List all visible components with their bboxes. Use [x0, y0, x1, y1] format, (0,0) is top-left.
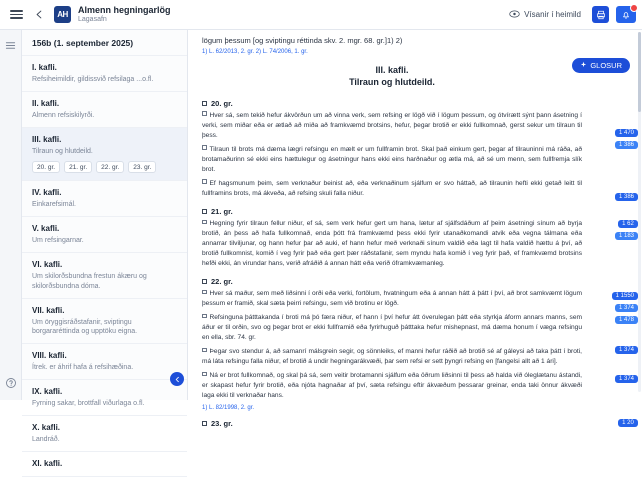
- sidebar-item-subtitle: Einkarefsimál.: [32, 201, 76, 209]
- sidebar-item-kafli-4[interactable]: [22, 181, 187, 217]
- article-22-paragraph-4: [202, 371, 582, 401]
- article-20-heading-text: 20. gr.: [211, 98, 233, 108]
- article-20-paragraph-2-text: Tilraun til brots má dæma lægri refsingu en mælt er um fullframin brot. Skal það einkum gert, þegar af tilrauninni má ráða, að brotamaðurinn sé ekki eins hættulegur og ásetningur hans ekki eins harðnaður og ætla má, að sé um menn, sem fullfremja slík brot.: [202, 145, 582, 173]
- sidebar-item-kafli-7[interactable]: [22, 299, 187, 344]
- sidebar: [22, 30, 188, 469]
- chapter-heading: [202, 65, 582, 87]
- article-22-paragraph-3-text: Þegar svo stendur á, að samanrí málsgrein segir, og sönnleiks, ef manni hefur ráðið að brotið sé af gáleysi að taka þátt í broti, má láta refsingu falla niður, ef brotið á undir hegningarákvæði, þar sem refsi er sett þyngri refsing en [fangelsi allt að 1 ári].: [202, 348, 582, 366]
- sidebar-item-title: I. kafli.: [32, 63, 57, 72]
- paragraph-mark-icon: [202, 179, 207, 184]
- article-22-paragraph-1-text: Hver sá maður, sem með liðsinni í orði eða verki, fortölum, hvatningum eða á annan hátt á þátt í því, að brot samkvæmt lögum þessum er framið, skal sæta þeirri refsingu, sem við brotinu er lögð.: [202, 290, 582, 308]
- article-20-paragraph-1: [202, 111, 582, 141]
- sidebar-item-kafli-1[interactable]: [22, 56, 187, 92]
- article-22-heading-text: 22. gr.: [211, 277, 233, 287]
- top-bar-left: [0, 6, 171, 23]
- references-toggle-label: Vísanir í heimild: [524, 10, 581, 19]
- sparkle-icon: [580, 61, 587, 70]
- sidebar-item-title: III. kafli.: [32, 135, 62, 145]
- sidebar-item-subtitle: Ítrek. er áhrif hafa á refsihæðina.: [32, 363, 134, 371]
- bullet-square-icon: [202, 279, 207, 284]
- sidebar-item-kafli-3[interactable]: [22, 128, 187, 181]
- app-logo: AH: [54, 6, 71, 23]
- sidebar-version-label: 156b (1. september 2025): [22, 30, 187, 56]
- sidebar-item-title: X. kafli.: [32, 423, 61, 433]
- article-21-heading: [202, 207, 582, 216]
- references-toggle[interactable]: [505, 8, 585, 22]
- article-23-heading-text: 23. gr.: [211, 419, 233, 429]
- chip-article-22[interactable]: 22. gr.: [96, 161, 124, 173]
- paragraph-mark-icon: [202, 145, 207, 150]
- article-21-paragraph-1: [202, 219, 582, 269]
- article-20-paragraph-2: [202, 145, 582, 175]
- badge-article-21-b[interactable]: 1 183: [615, 232, 638, 240]
- article-23: [202, 419, 582, 428]
- sidebar-item-subtitle: Fyrning sakar, brottfall viðurlaga o.fl.: [32, 399, 145, 407]
- sidebar-item-title: VI. kafli.: [32, 260, 63, 270]
- sidebar-item-title: IV. kafli.: [32, 188, 62, 198]
- article-22-paragraph-2: [202, 313, 582, 343]
- article-22-paragraph-4-text: Ná er brot fullkomnað, og skal þá sá, sem veitir brotamanni sjálfum eða öðrum liðsinni til þess að halda við óleglætanu ástandi, er skapast hefur fyrir brotið, eða njóta hagnaðar af því, sæta refsingu eftir ákvæðum þessarar greinar, enda taki önnur ákvæði laga ekki til verknaðar hans.: [202, 372, 582, 400]
- sidebar-item-subtitle: Refsiheimildir, gildissvið refsilaga ...o.fl.: [32, 76, 154, 83]
- page-title: [78, 6, 171, 23]
- badge-article-21-a[interactable]: 1 62: [618, 220, 638, 228]
- badge-article-23-a[interactable]: 1 20: [618, 419, 638, 427]
- sidebar-item-kafli-8[interactable]: [22, 344, 187, 380]
- bullet-square-icon: [202, 101, 207, 106]
- article-20-paragraph-1-text: Hver sá, sem tekið hefur ákvörðun um að vinna verk, sem refsing er lögð við í lögum þessum, og ótvírætt sýnt þann ásetning í verki, sem miðar eða er ætlað að miða að framkvæmd brotsins, hefur, þegar brotið er ekki fullkomnað, gerst sekur um tilraun til þess.: [202, 111, 582, 139]
- hamburger-icon[interactable]: [8, 7, 24, 23]
- sidebar-item-title: VII. kafli.: [32, 305, 65, 315]
- page-subtitle-text: Lagasafn: [78, 15, 107, 23]
- sidebar-item-subtitle: Almenn refsiskilyrði.: [32, 112, 95, 120]
- sidebar-item-title: XI. kafli.: [32, 459, 63, 469]
- bullet-square-icon: [202, 209, 207, 214]
- table-of-contents: [22, 56, 187, 477]
- article-21-paragraph-1-text: Hegning fyrir tilraun fellur niður, ef sá, sem verk hefur gert um hana, lætur af sjálfsdáðum af þeim ásetningi sínum að byrja brotið, án þess að hafa fullkomnað, enda þótt frá framkvæmd þess ekki fyrir utanaðkomandi atvik eða vegna tálmana eða annarrar tilviljunar, og hann hefur þar að auki, ef hann hefur með verknaði sínum valdið eða lagt til hafa valdið hættu á því, að brotið fullkomnist, komið í veg fyrir það eða gert þær ráðstafanir, sem myndu hafa komið í veg fyrir það, ef framkvæmd brotsins hefði ekki, án virundar hans, verið afráðið á annan hátt eða verið óframkvæmanleg.: [202, 220, 582, 268]
- arrow-left-icon[interactable]: [31, 7, 47, 23]
- badge-article-20-a[interactable]: 1 470: [615, 129, 638, 137]
- paragraph-mark-icon: [202, 220, 207, 225]
- top-bar-right: [505, 6, 636, 23]
- top-bar: [0, 0, 642, 30]
- badge-article-22-e[interactable]: 1 374: [615, 375, 638, 383]
- article-21: [202, 207, 582, 269]
- printer-icon[interactable]: [592, 6, 609, 23]
- article-22-paragraph-2-text: Refsinguna þátttakanda í broti má þó færa niður, ef hann í því hefur átt óverulegan þátt eða styrkja áform annars manns, sem áður er til orðin, svo og þegar brot er ekki fullframið eða fyrirhuguð þátttaka hefur mishepnast, má dæma honum í væga refsingu en ella, sbr. 74. gr.: [202, 314, 582, 342]
- paragraph-mark-icon: [202, 348, 207, 353]
- sidebar-item-kafli-5[interactable]: [22, 217, 187, 253]
- paragraph-mark-icon: [202, 290, 207, 295]
- left-rail: [0, 30, 22, 400]
- glossary-button-label: GLOSUR: [590, 61, 622, 70]
- badge-article-22-d[interactable]: 1 374: [615, 346, 638, 354]
- chapter-number: III. kafli.: [375, 64, 409, 75]
- sidebar-item-kafli-11[interactable]: [22, 452, 187, 477]
- top-note-reference[interactable]: 1) L. 62/2013, 2. gr. 2) L. 74/2006, 1. gr.: [202, 48, 308, 55]
- sidebar-item-subtitle: Um refsingarnar.: [32, 237, 84, 245]
- article-20-paragraph-3: [202, 179, 582, 199]
- article-20-heading: [202, 99, 582, 108]
- article-20-paragraph-3-text: Ef hagsmunum þeim, sem verknaður beinist að, eða verknaðinum sjálfum er svo háttað, að tilraunin hefti ekki getað leitt til fullframins brots, má ákveða, að refsing skuli falla niður.: [202, 179, 582, 197]
- badge-article-22-b[interactable]: 1 374: [615, 304, 638, 312]
- article-22-reference[interactable]: 1) L. 82/1998, 2. gr.: [202, 405, 255, 412]
- rail-hamburger-icon[interactable]: [3, 38, 18, 53]
- chip-article-21[interactable]: 21. gr.: [64, 161, 92, 173]
- bell-icon[interactable]: [616, 6, 636, 23]
- badge-article-22-a[interactable]: 1 1550: [612, 292, 638, 300]
- sidebar-item-subtitle: Tilraun og hlutdeild.: [32, 148, 93, 156]
- eye-icon: [509, 10, 520, 20]
- article-21-heading-text: 21. gr.: [211, 207, 233, 216]
- sidebar-item-kafli-2[interactable]: [22, 92, 187, 128]
- chip-article-23[interactable]: 23. gr.: [128, 161, 156, 173]
- paragraph-mark-icon: [202, 314, 207, 319]
- sidebar-article-chips: [32, 161, 177, 173]
- paragraph-mark-icon: [202, 372, 207, 377]
- article-22: [202, 277, 582, 411]
- badge-article-20-b[interactable]: 1 386: [615, 141, 638, 149]
- scrollbar-thumb[interactable]: [638, 32, 641, 112]
- sidebar-item-title: V. kafli.: [32, 224, 60, 234]
- article-22-paragraph-1: [202, 289, 582, 309]
- top-note-text: lögum þessum [og sviptingu réttinda skv. 2. mgr. 68. gr.]1) 2): [202, 36, 403, 45]
- sidebar-item-subtitle: Um skilorðsbundna frestun ákæru og skilorðsbundna dóma.: [32, 273, 147, 290]
- help-circle-icon[interactable]: [3, 375, 18, 390]
- badge-article-22-c[interactable]: 1 478: [615, 316, 638, 324]
- sidebar-item-kafli-10[interactable]: [22, 416, 187, 452]
- app-body: [0, 30, 642, 469]
- badge-article-20-c[interactable]: 1 386: [615, 193, 638, 201]
- sidebar-item-kafli-6[interactable]: [22, 253, 187, 298]
- chapter-title: Tilraun og hlutdeild.: [349, 76, 435, 87]
- article-23-heading: [202, 419, 582, 428]
- chip-article-20[interactable]: 20. gr.: [32, 161, 60, 173]
- sidebar-item-title: IX. kafli.: [32, 386, 63, 396]
- chevron-left-icon[interactable]: [170, 372, 184, 386]
- glossary-button[interactable]: [572, 58, 630, 73]
- sidebar-item-title: II. kafli.: [32, 99, 60, 109]
- article-20: [202, 99, 582, 199]
- article-22-paragraph-3: [202, 347, 582, 367]
- sidebar-item-subtitle: Landráð.: [32, 436, 60, 444]
- sidebar-item-title: VIII. kafli.: [32, 350, 67, 360]
- document-pane[interactable]: [188, 30, 642, 429]
- page-title-text: Almenn hegningarlög: [78, 5, 171, 16]
- sidebar-item-kafli-9[interactable]: [22, 380, 187, 416]
- bullet-square-icon: [202, 421, 207, 426]
- article-22-heading: [202, 277, 582, 286]
- paragraph-mark-icon: [202, 111, 207, 116]
- sidebar-item-subtitle: Um öryggisráðstafanir, sviptingu borgararéttinda og upptöku eigna.: [32, 318, 138, 335]
